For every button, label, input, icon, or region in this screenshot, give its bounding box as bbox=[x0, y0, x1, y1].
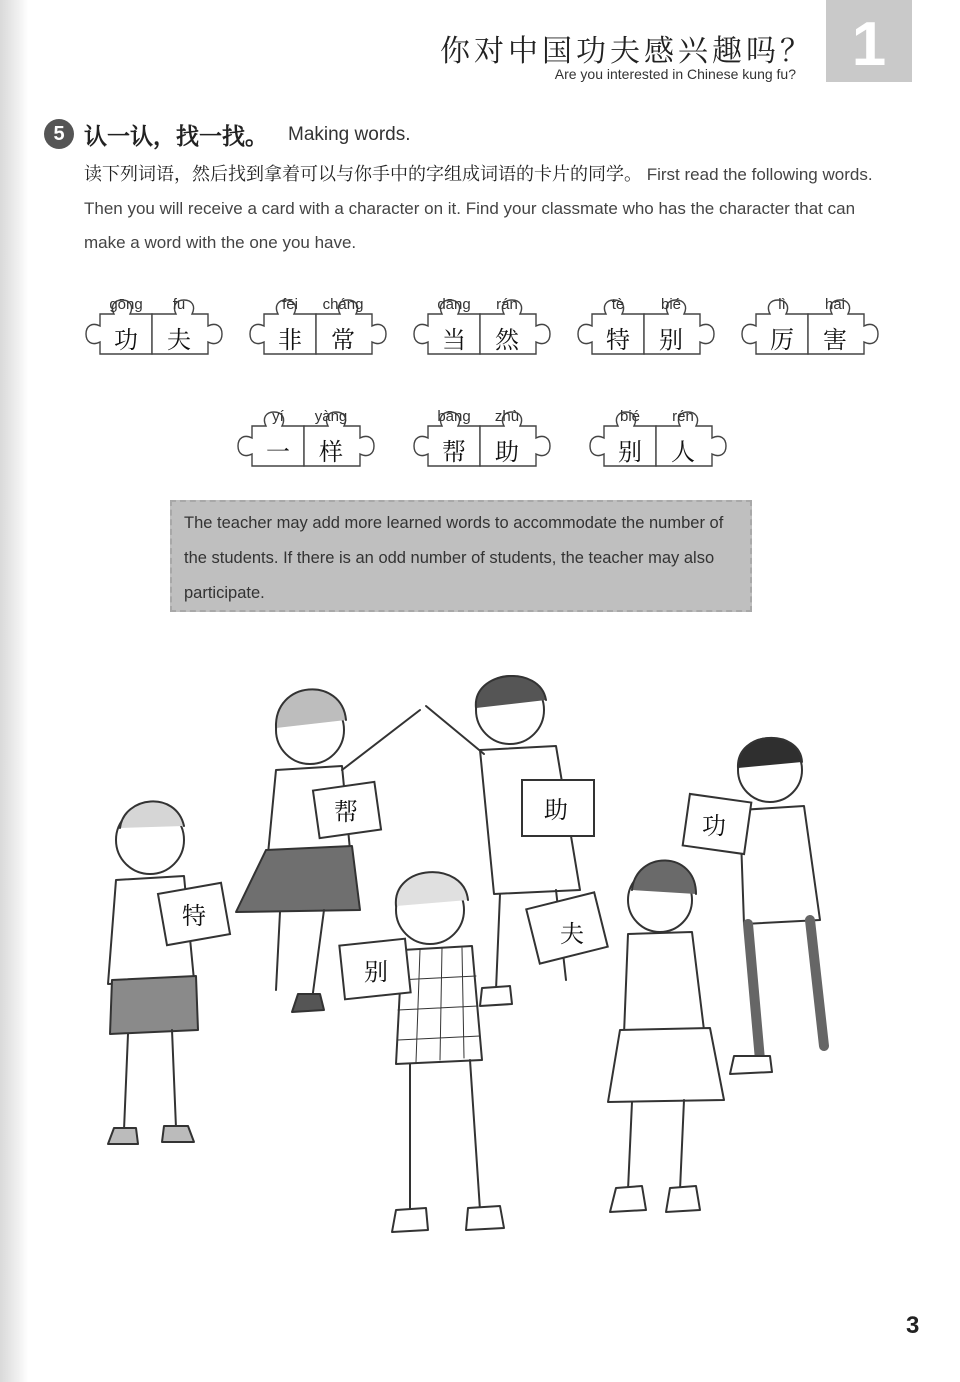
card-character: 夫 bbox=[560, 920, 584, 948]
header-subtitle: Are you interested in Chinese kung fu? bbox=[554, 66, 796, 82]
character-left: 特 bbox=[606, 326, 630, 354]
puzzle-card bbox=[84, 296, 224, 358]
pinyin-left: tè bbox=[611, 296, 625, 313]
pinyin-left: dāng bbox=[437, 296, 471, 313]
character-left: 帮 bbox=[442, 438, 466, 466]
card-character: 别 bbox=[364, 958, 388, 986]
exercise-title: 认一认，找一找。 bbox=[84, 124, 268, 150]
instruction-zh: 读下列词语，然后找到拿着可以与你手中的字组成词语的卡片的同学。 bbox=[84, 164, 642, 185]
pinyin-right: yàng bbox=[314, 408, 348, 425]
pinyin-left: bié bbox=[619, 408, 641, 425]
child-figure bbox=[608, 860, 724, 1212]
card-character: 助 bbox=[544, 796, 568, 824]
word-puzzle-grid bbox=[0, 0, 960, 480]
puzzle-card bbox=[412, 408, 552, 470]
puzzle-card bbox=[588, 408, 728, 470]
exercise-title-en: Making words. bbox=[288, 124, 411, 145]
character-right: 别 bbox=[659, 326, 683, 354]
card-te bbox=[158, 883, 230, 945]
child-figure bbox=[392, 872, 504, 1232]
header-title: 你对中国功夫感兴趣吗？ bbox=[440, 34, 814, 69]
card-character: 帮 bbox=[334, 798, 358, 826]
character-left: 非 bbox=[278, 326, 302, 354]
card-character: 功 bbox=[702, 812, 726, 840]
children-illustration bbox=[80, 650, 860, 1260]
card-fu bbox=[526, 892, 607, 963]
character-left: 功 bbox=[114, 326, 138, 354]
pinyin-left: lì bbox=[778, 296, 786, 313]
teacher-note: The teacher may add more learned words to accommodate the number of the students. If there is an odd number of students, the teacher may also participate. bbox=[170, 500, 752, 612]
card-character: 特 bbox=[182, 902, 206, 930]
card-bie bbox=[339, 939, 410, 1000]
page-number: 3 bbox=[906, 1312, 920, 1339]
puzzle-card bbox=[248, 296, 388, 358]
pinyin-right: fu bbox=[172, 296, 186, 313]
pinyin-right: cháng bbox=[322, 296, 364, 313]
exercise-number-badge: 5 bbox=[44, 119, 74, 149]
character-left: 别 bbox=[618, 438, 642, 466]
character-right: 夫 bbox=[167, 326, 191, 354]
pinyin-right: rán bbox=[496, 296, 518, 313]
child-figure bbox=[730, 738, 824, 1074]
pinyin-right: hai bbox=[824, 296, 846, 313]
child-figure bbox=[108, 801, 198, 1144]
character-right: 人 bbox=[671, 438, 695, 466]
pinyin-right: rén bbox=[672, 408, 694, 425]
character-right: 助 bbox=[495, 438, 519, 466]
instruction-en: First read the following words. Then you will receive a card with a character on it. Find your classmate who has the character that can make a word with the one you have. bbox=[84, 165, 873, 252]
pinyin-left: yí bbox=[272, 408, 284, 425]
card-gong bbox=[683, 794, 752, 854]
character-right: 样 bbox=[319, 438, 343, 466]
pinyin-left: gōng bbox=[109, 296, 143, 313]
chapter-number-badge: 1 bbox=[826, 0, 912, 82]
character-right: 常 bbox=[331, 326, 355, 354]
pinyin-right: bié bbox=[660, 296, 682, 313]
card-bang bbox=[313, 782, 381, 838]
character-left: 一 bbox=[266, 438, 290, 466]
pinyin-right: zhù bbox=[494, 408, 520, 425]
puzzle-card bbox=[740, 296, 880, 358]
character-left: 当 bbox=[442, 326, 466, 354]
puzzle-card bbox=[576, 296, 716, 358]
card-zhu bbox=[522, 780, 594, 836]
pinyin-left: fēi bbox=[282, 296, 298, 313]
character-right: 然 bbox=[495, 326, 519, 354]
character-left: 厉 bbox=[770, 326, 794, 354]
pinyin-left: bāng bbox=[437, 408, 471, 425]
puzzle-card bbox=[236, 408, 376, 470]
character-right: 害 bbox=[823, 326, 847, 354]
puzzle-card bbox=[412, 296, 552, 358]
